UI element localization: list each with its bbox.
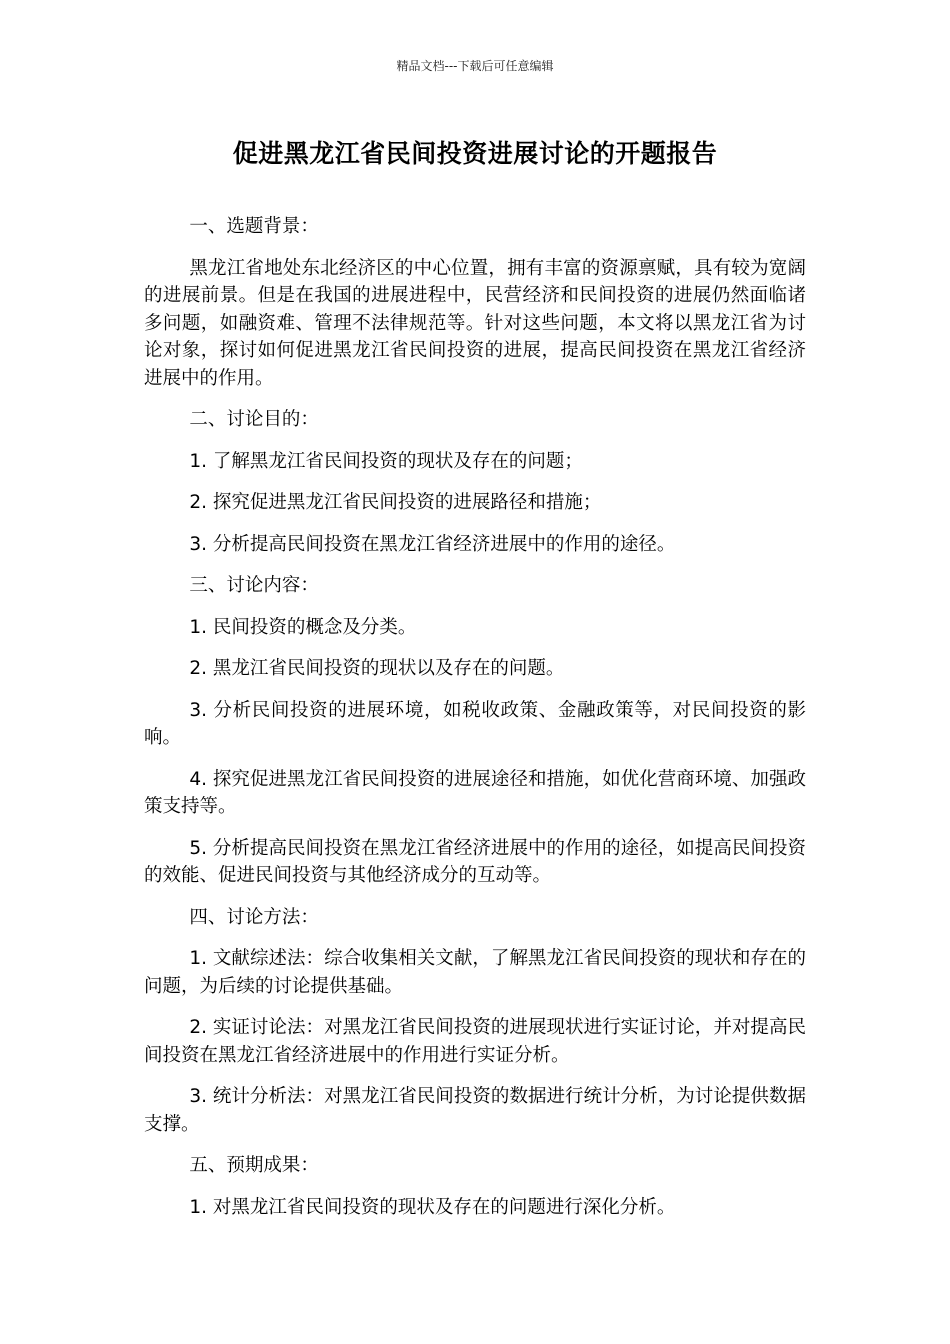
list-item-outcome-1: 1. 对黑龙江省民间投资的现状及存在的问题进行深化分析。: [189, 1196, 676, 1218]
list-item-purpose-3: 3. 分析提高民间投资在黑龙江省经济进展中的作用的途径。: [189, 533, 676, 555]
section-heading-method: 四、讨论方法：: [189, 906, 319, 928]
header-note: 精品文档---下载后可任意编辑: [396, 59, 554, 73]
document-title: 促进黑龙江省民间投资进展讨论的开题报告: [232, 139, 718, 168]
section-heading-content: 三、讨论内容：: [189, 575, 319, 596]
list-item-content-4: 4. 探究促进黑龙江省民间投资的进展途径和措施，如优化营商环境、加强政策支持等。: [144, 768, 806, 817]
document-body: [144, 213, 806, 1235]
list-item-content-3: 3. 分析民间投资的进展环境，如税收政策、金融政策等，对民间投资的影响。: [144, 699, 806, 748]
list-item-purpose-1: 1. 了解黑龙江省民间投资的现状及存在的问题；: [189, 450, 583, 472]
list-item-purpose-2: 2. 探究促进黑龙江省民间投资的进展路径和措施；: [189, 492, 602, 513]
list-item-content-1: 1. 民间投资的概念及分类。: [189, 616, 417, 638]
section-heading-background: 一、选题背景：: [189, 216, 319, 237]
list-item-method-2: 2. 实证讨论法：对黑龙江省民间投资的进展现状进行实证讨论，并对提高民间投资在黑龙江省经济进展中的作用进行实证分析。: [144, 1017, 806, 1066]
section-heading-outcome: 五、预期成果：: [189, 1155, 319, 1176]
paragraph-background: 黑龙江省地处东北经济区的中心位置，拥有丰富的资源禀赋，具有较为宽阔的进展前景。但是在我国的进展进程中，民营经济和民间投资的进展仍然面临诸多问题，如融资难、管理不法律规范等。针对这些问题，本文将以黑龙江省为讨论对象，探讨如何促进黑龙江省民间投资的进展，提高民间投资在黑龙江省经济进展中的作用。: [144, 257, 806, 389]
list-item-content-2: 2. 黑龙江省民间投资的现状以及存在的问题。: [189, 658, 565, 679]
list-item-content-5: 5. 分析提高民间投资在黑龙江省经济进展中的作用的途径，如提高民间投资的效能、促进民间投资与其他经济成分的互动等。: [144, 837, 806, 886]
list-item-method-1: 1. 文献综述法：综合收集相关文献，了解黑龙江省民间投资的现状和存在的问题，为后续的讨论提供基础。: [144, 948, 806, 997]
section-heading-purpose: 二、讨论目的：: [189, 409, 319, 430]
list-item-method-3: 3. 统计分析法：对黑龙江省民间投资的数据进行统计分析，为讨论提供数据支撑。: [144, 1086, 806, 1135]
